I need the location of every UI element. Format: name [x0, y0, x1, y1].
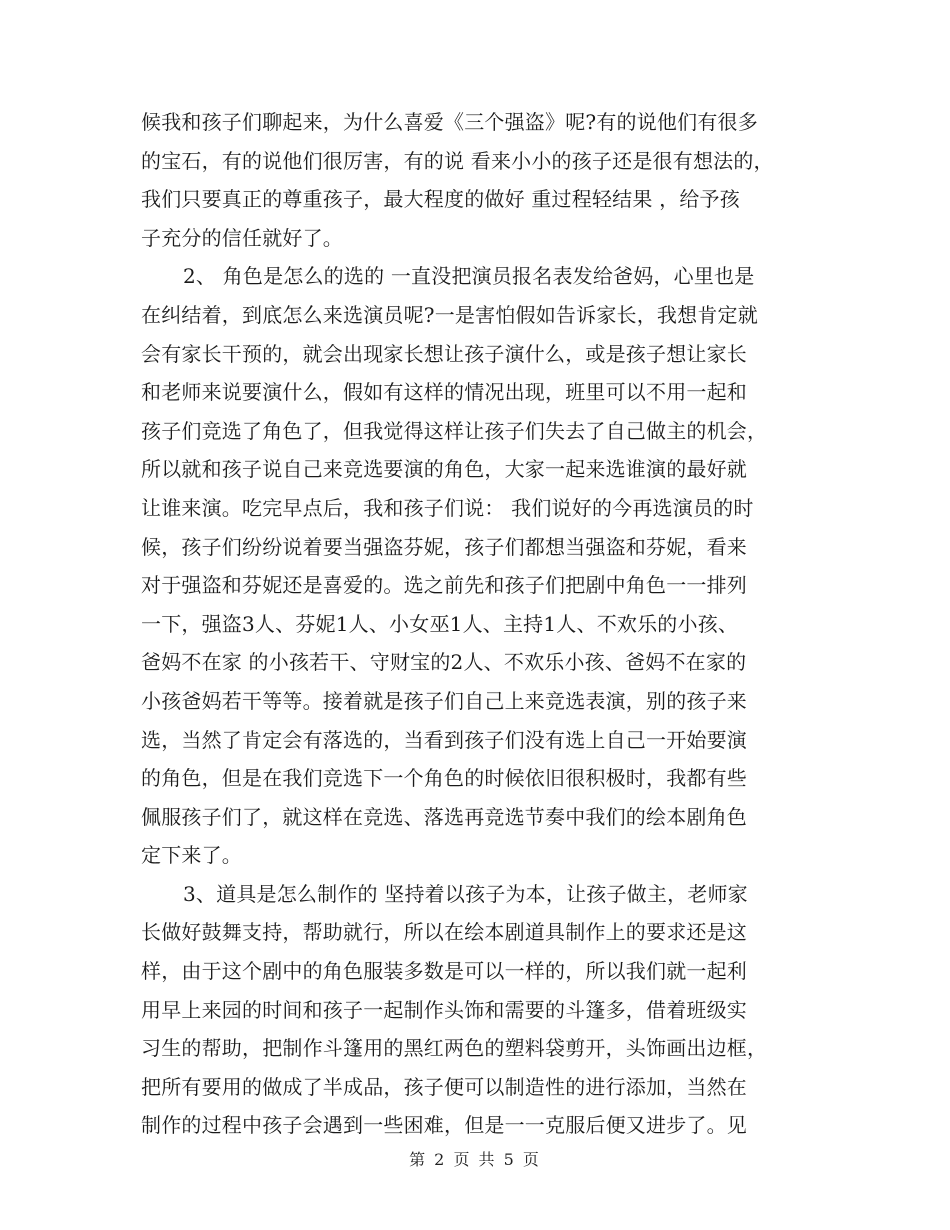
text-line: 把所有要用的做成了半成品，孩子便可以制造性的进行添加，当然在	[141, 1074, 747, 1099]
text-line: 的角色，但是在我们竞选下一个角色的时候依旧很积极时，我都有些	[141, 766, 747, 791]
text-line: 一下，强盗3人、芬妮1人、小女巫1人、主持1人、不欢乐的小孩、	[141, 611, 739, 636]
text-line: 小孩爸妈若干等等。接着就是孩子们自己上来竞选表演，别的孩子来	[141, 688, 747, 713]
text-line: 长做好鼓舞支持，帮助就行，所以在绘本剧道具制作上的要求还是这	[141, 920, 747, 945]
text-line: 2、 角色是怎么的选的 一直没把演员报名表发给爸妈，心里也是	[183, 264, 755, 289]
text-line: 3、道具是怎么制作的 坚持着以孩子为本，让孩子做主，老师家	[183, 881, 748, 906]
text-line: 让谁来演。吃完早点后，我和孩子们说： 我们说好的今再选演员的时	[141, 495, 754, 520]
body-text	[141, 103, 811, 1145]
text-line: 候我和孩子们聊起来，为什么喜爱《三个强盗》呢?有的说他们有很多	[141, 110, 758, 134]
text-line: 的宝石，有的说他们很厉害，有的说 看来小小的孩子还是很有想法的，	[141, 148, 774, 173]
text-line: 会有家长干预的，就会出现家长想让孩子演什么，或是孩子想让家长	[141, 341, 747, 366]
text-line: 选，当然了肯定会有落选的，当看到孩子们没有选上自己一开始要演	[141, 727, 747, 752]
text-line: 用早上来园的时间和孩子一起制作头饰和需要的斗篷多，借着班级实	[141, 997, 747, 1022]
text-line: 制作的过程中孩子会遇到一些困难，但是一一克服后便又进步了。见	[141, 1113, 747, 1138]
text-line: 所以就和孩子说自己来竞选要演的角色，大家一起来选谁演的最好就	[141, 457, 747, 482]
text-line: 我们只要真正的尊重孩子，最大程度的做好 重过程轻结果 ，给予孩	[141, 187, 740, 212]
text-line: 对于强盗和芬妮还是喜爱的。选之前先和孩子们把剧中角色一一排列	[141, 573, 747, 598]
text-line: 佩服孩子们了，就这样在竞选、落选再竞选节奏中我们的绘本剧角色	[141, 804, 747, 829]
text-line: 定下来了。	[141, 843, 242, 868]
text-line: 习生的帮助，把制作斗篷用的黑红两色的塑料袋剪开，头饰画出边框，	[141, 1036, 768, 1061]
text-line: 样，由于这个剧中的角色服装多数是可以一样的，所以我们就一起利	[141, 959, 747, 984]
text-line: 候，孩子们纷纷说着要当强盗芬妮，孩子们都想当强盗和芬妮，看来	[141, 534, 747, 559]
text-line: 子充分的信任就好了。	[141, 225, 343, 250]
text-line: 孩子们竞选了角色了，但我觉得这样让孩子们失去了自己做主的机会，	[141, 418, 768, 443]
page-footer: 第 2 页 共 5 页	[409, 1150, 541, 1169]
text-line: 在纠结着，到底怎么来选演员呢?一是害怕假如告诉家长，我想肯定就	[141, 302, 758, 327]
text-line: 和老师来说要演什么，假如有这样的情况出现，班里可以不用一起和	[141, 380, 747, 405]
text-line: 爸妈不在家 的小孩若干、守财宝的2人、不欢乐小孩、爸妈不在家的	[141, 650, 747, 675]
